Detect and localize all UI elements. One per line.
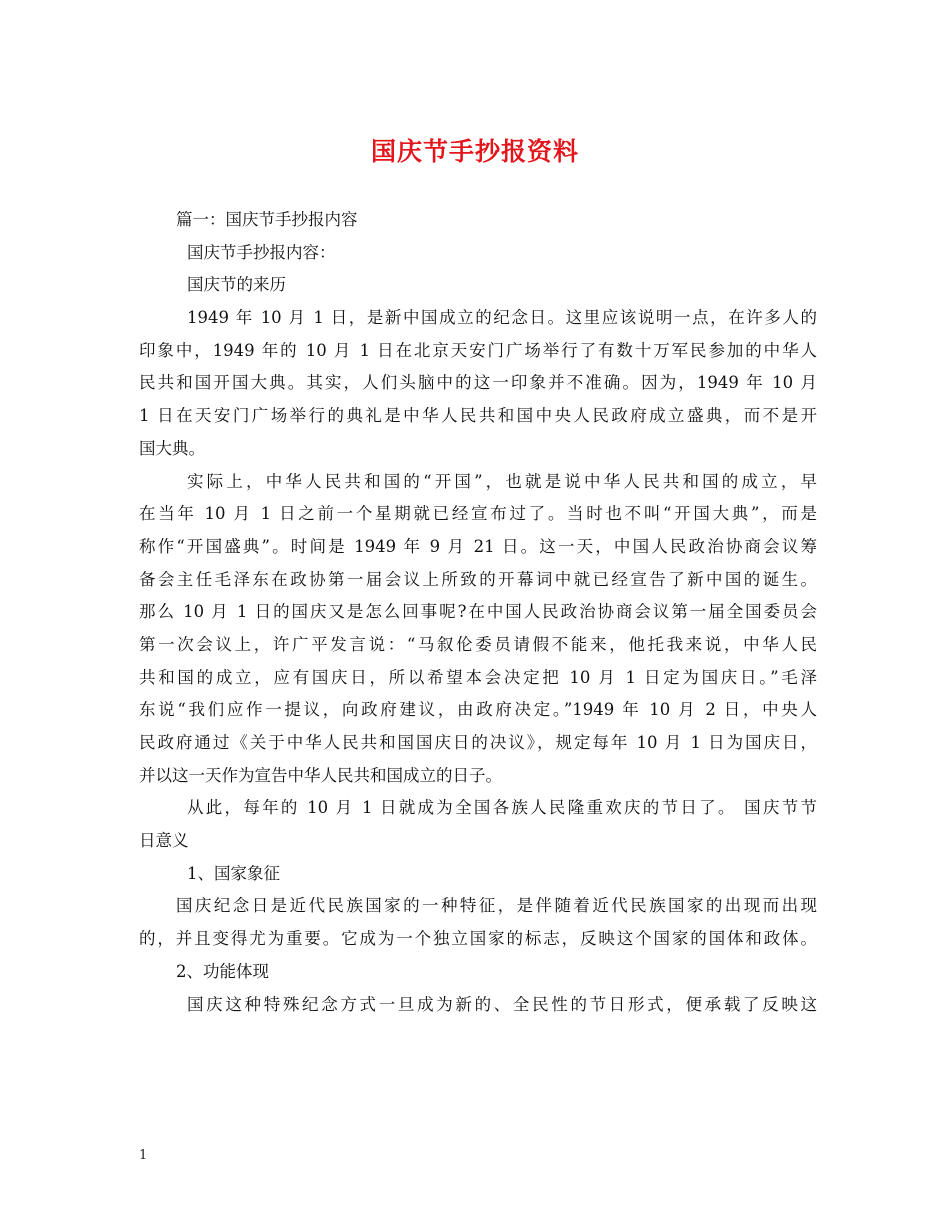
paragraph-line: 东说“我们应作一提议，向政府建议，由政府决定。”1949 年 10 月 2 日，中央人 (139, 700, 817, 720)
paragraph-line: 并以这一天作为宣告中华人民共和国成立的日子。 (139, 765, 502, 785)
paragraph-line: 第一次会议上，许广平发言说：“马叙伦委员请假不能来，他托我来说，中华人民 (139, 634, 817, 654)
paragraph-line: 1 日在天安门广场举行的典礼是中华人民共和国中央人民政府成立盛典，而不是开 (139, 406, 817, 426)
paragraph-line: 实际上，中华人民共和国的“开国”，也就是说中华人民共和国的成立，早 (187, 471, 817, 491)
document-title: 国庆节手抄报资料 (370, 137, 579, 166)
page-number: 1 (139, 1148, 148, 1163)
subsection-heading: 2、功能体现 (176, 961, 269, 981)
paragraph-line: 民共和国开国大典。其实，人们头脑中的这一印象并不准确。因为，1949 年 10 月 (139, 373, 817, 393)
paragraph-line: 国庆节的来历 (187, 275, 286, 295)
paragraph-line: 国庆节手抄报内容： (187, 242, 336, 262)
document-body (139, 204, 817, 1021)
paragraph-line: 日意义 (139, 831, 189, 851)
paragraph-line: 从此，每年的 10 月 1 日就成为全国各族人民隆重欢庆的节日了。 国庆节节 (187, 798, 817, 818)
subsection-heading: 1、国家象征 (187, 863, 280, 883)
paragraph-line: 备会主任毛泽东在政协第一届会议上所致的开幕词中就已经宣告了新中国的诞生。 (139, 569, 817, 589)
paragraph-line: 国庆纪念日是近代民族国家的一种特征，是伴随着近代民族国家的出现而出现 (176, 896, 817, 916)
paragraph-line: 国庆这种特殊纪念方式一旦成为新的、全民性的节日形式，便承载了反映这 (187, 994, 817, 1014)
paragraph-line: 印象中，1949 年的 10 月 1 日在北京天安门广场举行了有数十万军民参加的中华人 (139, 340, 817, 360)
paragraph-line: 的，并且变得尤为重要。它成为一个独立国家的标志，反映这个国家的国体和政体。 (139, 929, 817, 949)
paragraph-line: 1949 年 10 月 1 日，是新中国成立的纪念日。这里应该说明一点，在许多人的 (187, 308, 817, 328)
paragraph-line: 民政府通过《关于中华人民共和国国庆日的决议》，规定每年 10 月 1 日为国庆日， (139, 733, 817, 752)
paragraph-line: 国大典。 (139, 438, 205, 458)
paragraph-line: 那么 10 月 1 日的国庆又是怎么回事呢?在中国人民政治协商会议第一届全国委员会 (139, 602, 817, 622)
section-heading: 篇一：国庆节手抄报内容 (176, 210, 358, 229)
paragraph-line: 共和国的成立，应有国庆日，所以希望本会决定把 10 月 1 日定为国庆日。”毛泽 (139, 667, 817, 687)
paragraph-line: 称作“开国盛典”。时间是 1949 年 9 月 21 日。这一天，中国人民政治协商会议筹 (139, 536, 817, 556)
paragraph-line: 在当年 10 月 1 日之前一个星期就已经宣布过了。当时也不叫“开国大典”，而是 (139, 504, 817, 524)
